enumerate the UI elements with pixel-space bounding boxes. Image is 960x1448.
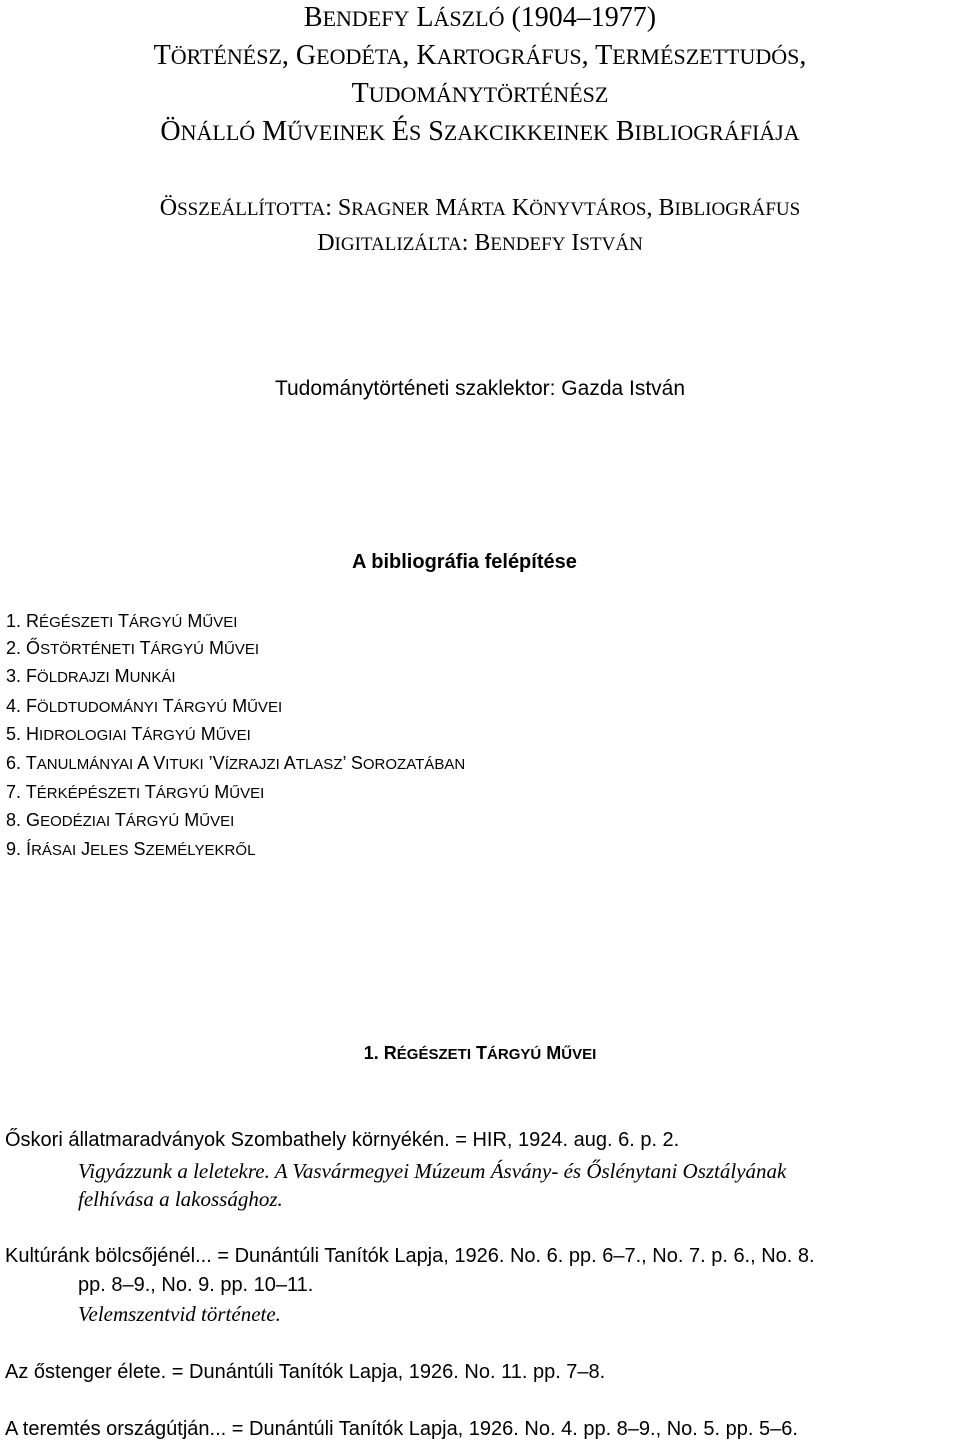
entry-1-annotation-line-2: felhívása a lakossághoz. bbox=[78, 1187, 283, 1211]
entry-2-citation-cont: pp. 8–9., No. 9. pp. 10–11. bbox=[78, 1274, 314, 1296]
entry-1-annotation-line-1: Vigyázzunk a leletekre. A Vasvármegyei Múzeum Ásvány- és Őslénytani Osztályának bbox=[78, 1159, 787, 1183]
entry-4-citation: A teremtés országútján... = Dunántúli Tanítók Lapja, 1926. No. 4. pp. 8–9., No. 5. pp. 5–6. bbox=[5, 1418, 798, 1440]
toc-item-8[interactable]: 8. GEODÉZIAI TÁRGYÚ MŰVEI bbox=[6, 810, 235, 830]
toc-heading: A bibliográfia felépítése bbox=[352, 551, 577, 573]
toc-item-1[interactable]: 1. RÉGÉSZETI TÁRGYÚ MŰVEI bbox=[6, 611, 238, 631]
professions-line-2: TUDOMÁNYTÖRTÉNÉSZ bbox=[351, 78, 609, 109]
professions-line-1: TÖRTÉNÉSZ, GEODÉTA, KARTOGRÁFUS, TERMÉSZETTUDÓS, bbox=[153, 40, 807, 71]
entry-2-annotation: Velemszentvid története. bbox=[78, 1302, 281, 1326]
editor-line: Tudománytörténeti szaklektor: Gazda István bbox=[274, 377, 686, 400]
toc-item-5[interactable]: 5. HIDROLOGIAI TÁRGYÚ MŰVEI bbox=[6, 724, 251, 744]
toc-item-4[interactable]: 4. FÖLDTUDOMÁNYI TÁRGYÚ MŰVEI bbox=[6, 696, 283, 716]
entry-3-citation: Az őstenger élete. = Dunántúli Tanítók Lapja, 1926. No. 11. pp. 7–8. bbox=[5, 1361, 606, 1383]
toc-item-7[interactable]: 7. TÉRKÉPÉSZETI TÁRGYÚ MŰVEI bbox=[6, 782, 265, 802]
entry-1-citation: Őskori állatmaradványok Szombathely környékén. = HIR, 1924. aug. 6. p. 2. bbox=[5, 1129, 680, 1151]
document-title: BENDEFY LÁSZLÓ (1904–1977) bbox=[303, 2, 657, 33]
compiled-by-line: ÖSSZEÁLLÍTOTTA: SRAGNER MÁRTA KÖNYVTÁROS, BIBLIOGRÁFUS bbox=[159, 195, 801, 221]
entry-2-citation: Kultúránk bölcsőjénél... = Dunántúli Tanítók Lapja, 1926. No. 6. pp. 6–7., No. 7. p. 6., No. 8. bbox=[5, 1245, 815, 1267]
section-1-heading: 1. RÉGÉSZETI TÁRGYÚ MŰVEI bbox=[363, 1043, 597, 1063]
bibliography-title: ÖNÁLLÓ MŰVEINEK ÉS SZAKCIKKEINEK BIBLIOGRÁFIÁJA bbox=[160, 116, 800, 147]
toc-item-3[interactable]: 3. FÖLDRAJZI MUNKÁI bbox=[6, 666, 176, 686]
toc-item-6[interactable]: 6. TANULMÁNYAI A VITUKI ’VÍZRAJZI ATLASZ’ SOROZATÁBAN bbox=[6, 753, 466, 773]
digitized-by-line: DIGITALIZÁLTA: BENDEFY ISTVÁN bbox=[317, 230, 643, 256]
toc-item-9[interactable]: 9. ÍRÁSAI JELES SZEMÉLYEKRŐL bbox=[6, 839, 256, 859]
toc-item-2[interactable]: 2. ŐSTÖRTÉNETI TÁRGYÚ MŰVEI bbox=[6, 638, 260, 658]
